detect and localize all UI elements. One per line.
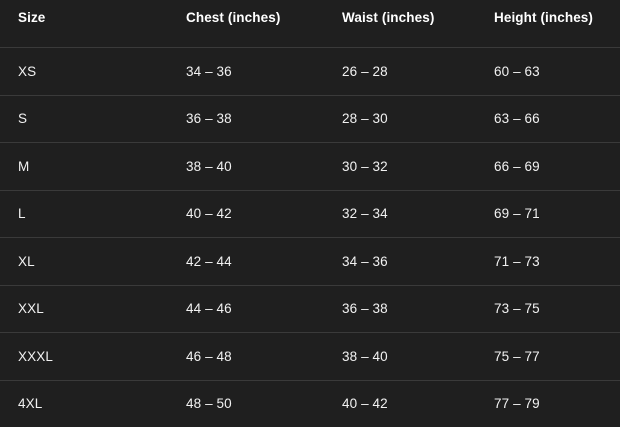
column-header-height: Height (inches)	[476, 0, 620, 48]
cell-size: S	[0, 95, 168, 143]
cell-height: 66 – 69	[476, 143, 620, 191]
column-header-size: Size	[0, 0, 168, 48]
cell-size: M	[0, 143, 168, 191]
cell-height: 75 – 77	[476, 333, 620, 381]
table-row	[0, 143, 620, 191]
cell-chest: 34 – 36	[168, 48, 324, 96]
cell-height: 77 – 79	[476, 380, 620, 427]
cell-height: 71 – 73	[476, 238, 620, 286]
cell-chest: 44 – 46	[168, 285, 324, 333]
table-row	[0, 285, 620, 333]
cell-chest: 48 – 50	[168, 380, 324, 427]
cell-height: 69 – 71	[476, 190, 620, 238]
cell-waist: 36 – 38	[324, 285, 476, 333]
cell-waist: 28 – 30	[324, 95, 476, 143]
cell-height: 63 – 66	[476, 95, 620, 143]
cell-size: XXXL	[0, 333, 168, 381]
cell-waist: 32 – 34	[324, 190, 476, 238]
cell-size: XS	[0, 48, 168, 96]
cell-chest: 42 – 44	[168, 238, 324, 286]
cell-waist: 34 – 36	[324, 238, 476, 286]
table-row	[0, 238, 620, 286]
table-row	[0, 190, 620, 238]
column-header-chest: Chest (inches)	[168, 0, 324, 48]
cell-size: L	[0, 190, 168, 238]
cell-size: 4XL	[0, 380, 168, 427]
cell-size: XXL	[0, 285, 168, 333]
cell-chest: 38 – 40	[168, 143, 324, 191]
table-row	[0, 48, 620, 96]
table-row	[0, 333, 620, 381]
column-header-waist: Waist (inches)	[324, 0, 476, 48]
cell-height: 60 – 63	[476, 48, 620, 96]
cell-size: XL	[0, 238, 168, 286]
cell-height: 73 – 75	[476, 285, 620, 333]
cell-waist: 26 – 28	[324, 48, 476, 96]
table-header-row	[0, 0, 620, 48]
cell-waist: 30 – 32	[324, 143, 476, 191]
cell-waist: 38 – 40	[324, 333, 476, 381]
table-row	[0, 380, 620, 427]
cell-chest: 36 – 38	[168, 95, 324, 143]
table-header	[0, 0, 620, 48]
cell-waist: 40 – 42	[324, 380, 476, 427]
table-row	[0, 95, 620, 143]
table-body	[0, 48, 620, 427]
cell-chest: 46 – 48	[168, 333, 324, 381]
cell-chest: 40 – 42	[168, 190, 324, 238]
